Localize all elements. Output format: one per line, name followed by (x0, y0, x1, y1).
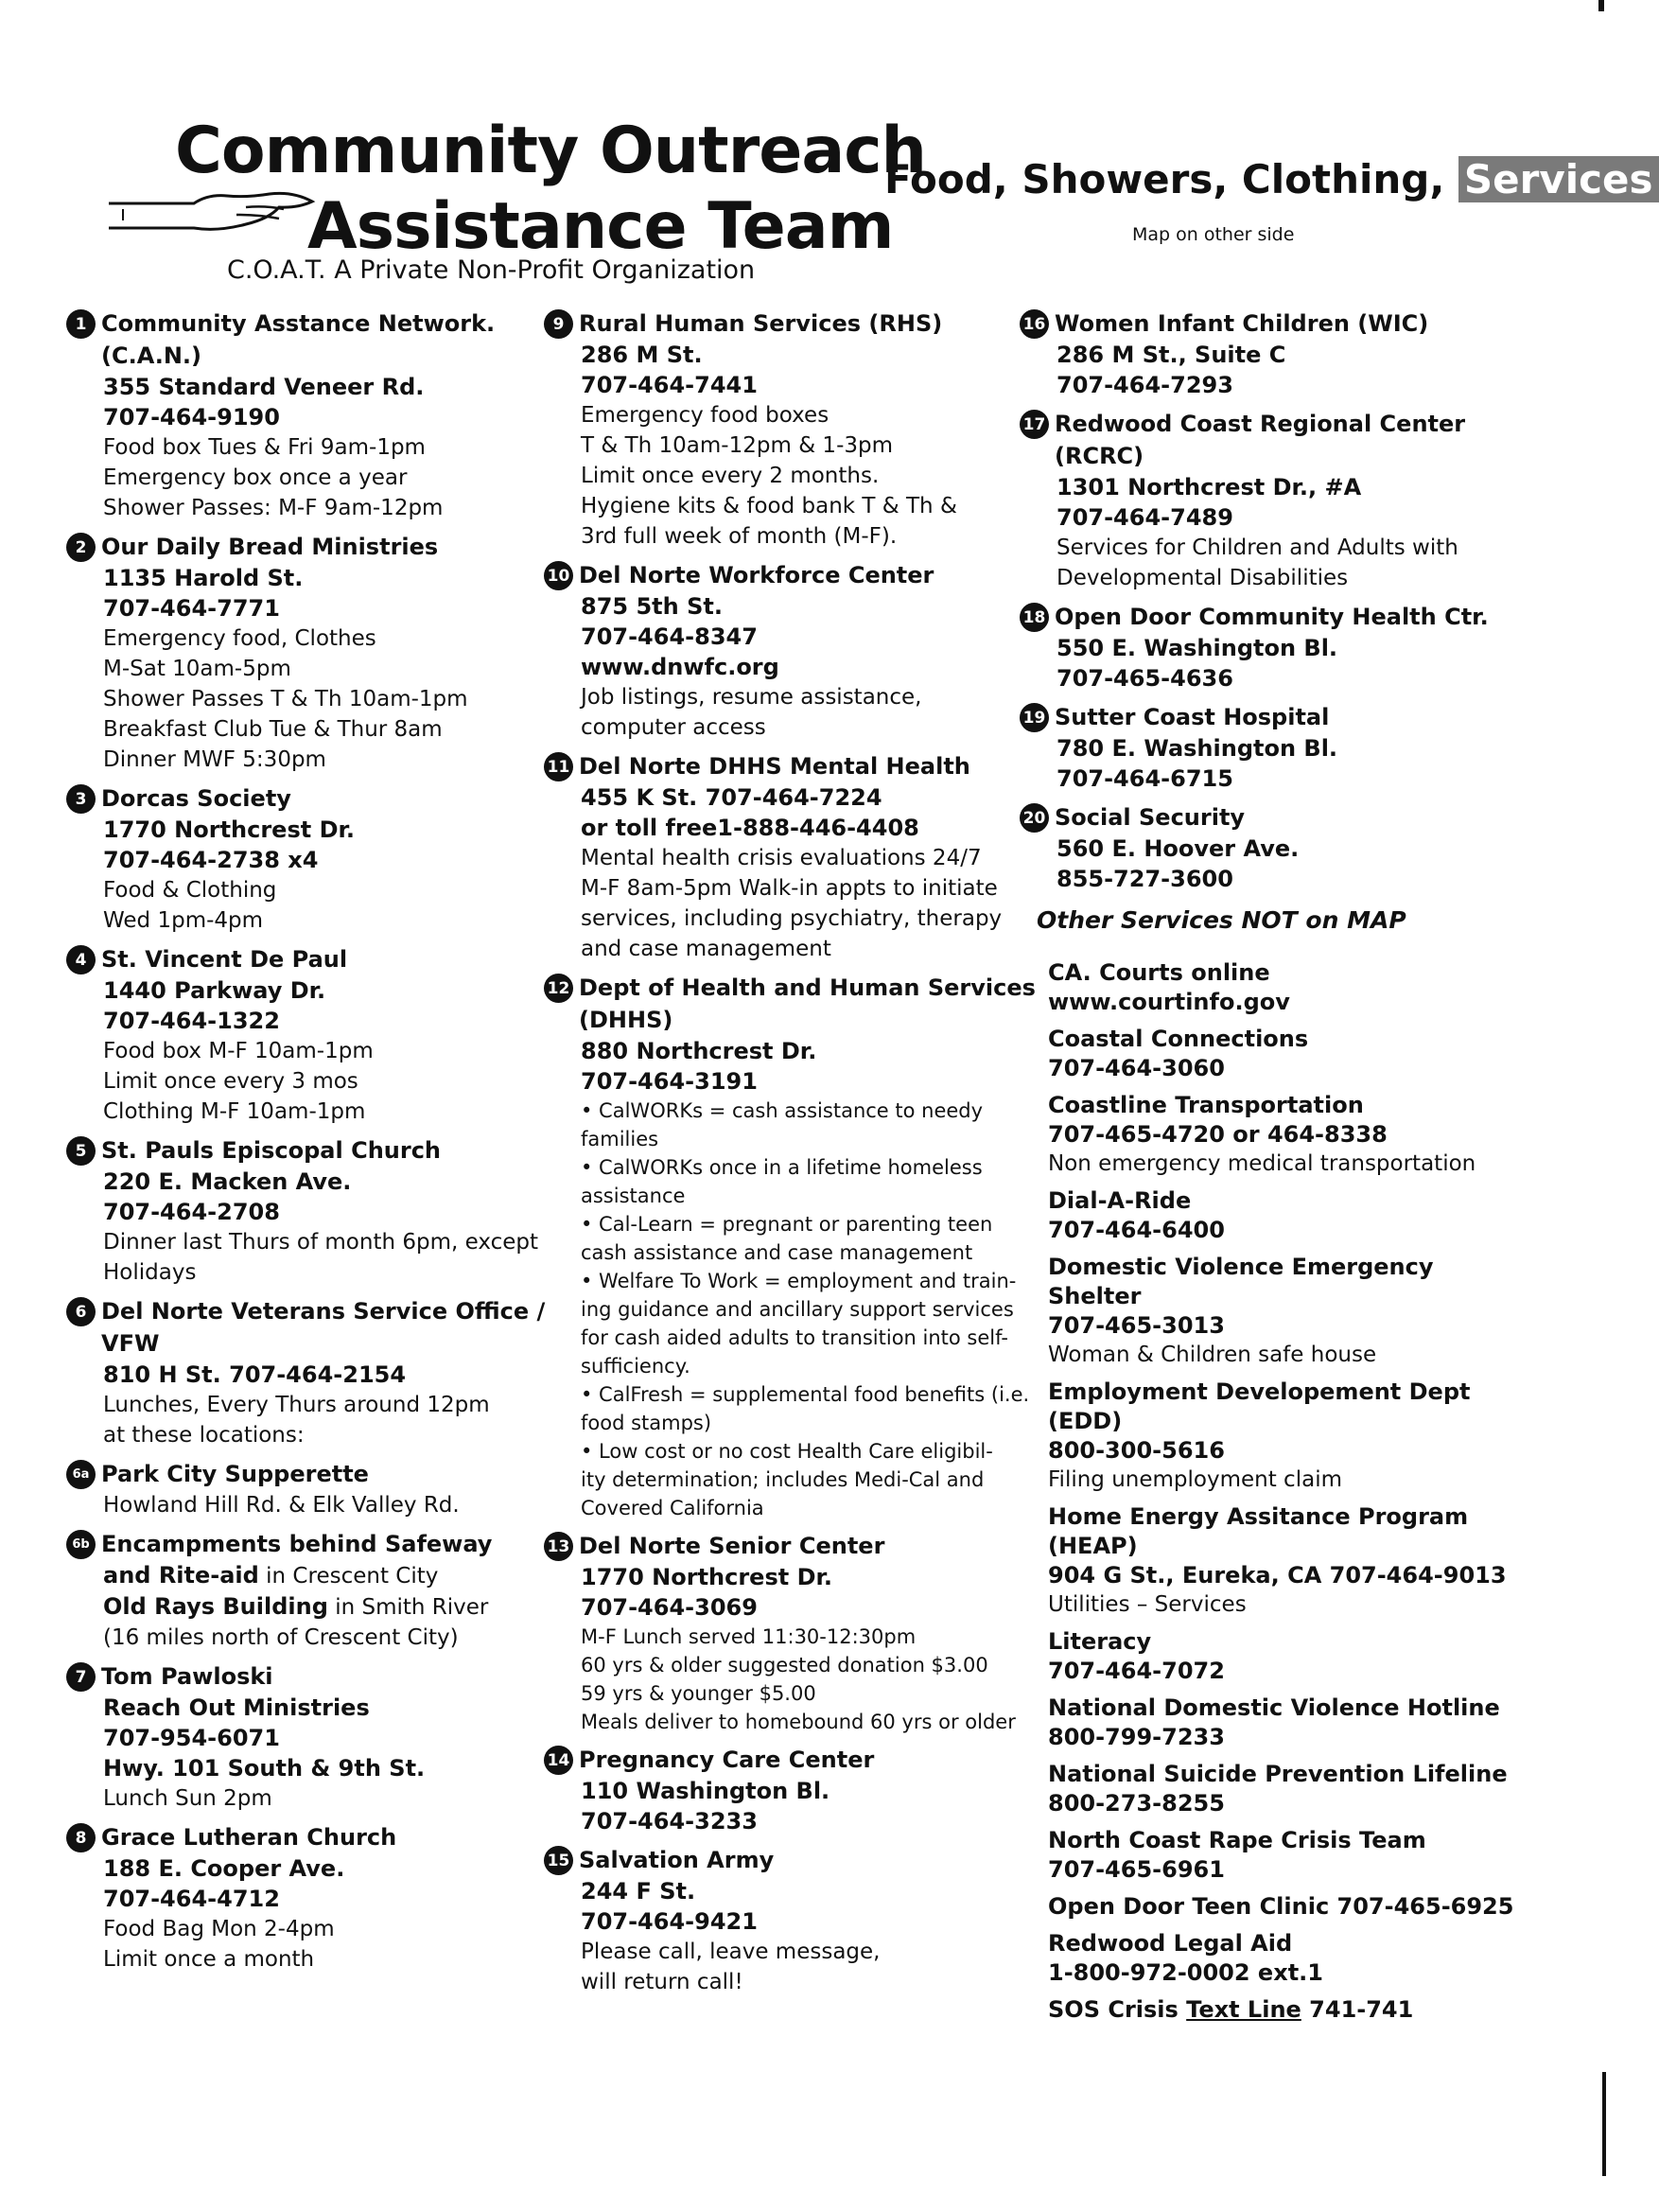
other-service-item (1020, 1186, 1530, 1245)
service-name: Community Asstance Network. (C.A.N.) (101, 310, 496, 369)
other-service-contact: 707-465-4720 or 464-8338 (1048, 1121, 1388, 1148)
service-entry (66, 1295, 558, 1450)
number-badge-icon: 12 (544, 974, 573, 1003)
location-town: in Smith River (327, 1595, 489, 1620)
sos-text-line: Text Line (1186, 1996, 1301, 2023)
service-details (66, 372, 558, 523)
number-badge-icon: 14 (544, 1746, 573, 1775)
other-service-item (1020, 1025, 1530, 1083)
other-service-item (1020, 1892, 1530, 1922)
service-address-phone: 1770 Northcrest Dr. (581, 1564, 833, 1590)
sos-suffix: 741-741 (1301, 1996, 1414, 2023)
number-badge-icon: 9 (544, 309, 573, 339)
service-name: Women Infant Children (WIC) (1055, 310, 1429, 337)
service-address-phone: 1135 Harold St. (103, 565, 304, 591)
service-details (66, 1693, 558, 1814)
service-address-phone: 707-464-3191 (581, 1068, 758, 1095)
service-header (66, 531, 558, 563)
service-address-phone: 707-464-7441 (581, 372, 758, 398)
map-note: Map on other side (1132, 224, 1295, 245)
number-badge-icon: 5 (66, 1136, 96, 1166)
service-header (1020, 408, 1530, 472)
service-entry (544, 750, 1036, 964)
column-3-entries (1020, 307, 1530, 894)
service-header (544, 1744, 1036, 1776)
service-header (1020, 701, 1530, 733)
service-note: T & Th 10am-12pm & 1-3pm (581, 433, 894, 458)
service-address-phone: 707-464-2738 x4 (103, 847, 319, 873)
service-note: Hygiene kits & food bank T & Th & (581, 494, 957, 518)
other-service-note: Utilities – Services (1048, 1592, 1247, 1617)
service-note: • Cal-Learn = pregnant or parenting teen (581, 1213, 993, 1236)
service-name: Grace Lutheran Church (101, 1824, 397, 1851)
service-address-phone: or toll free1-888-446-4408 (581, 815, 919, 841)
service-header (544, 559, 1036, 591)
service-note: Limit once every 3 mos (103, 1069, 358, 1094)
service-address-phone: 188 E. Cooper Ave. (103, 1855, 345, 1882)
service-name: Park City Supperette (101, 1461, 369, 1487)
service-address-phone: 707-464-3069 (581, 1594, 758, 1621)
service-address-phone: 707-954-6071 (103, 1725, 280, 1751)
service-name: Del Norte DHHS Mental Health (579, 753, 970, 780)
other-service-name: Literacy (1048, 1628, 1152, 1655)
service-address-phone: 880 Northcrest Dr. (581, 1038, 817, 1064)
service-entry (544, 1530, 1036, 1736)
service-details (544, 591, 1036, 743)
service-name: St. Vincent De Paul (101, 946, 348, 973)
service-note: M-Sat 10am-5pm (103, 657, 291, 681)
other-service-item (1020, 1627, 1530, 1686)
other-service-contact: 800-273-8255 (1048, 1790, 1225, 1817)
service-note: Services for Children and Adults with (1057, 535, 1458, 560)
other-service-name: Employment Developement Dept (EDD) (1048, 1378, 1471, 1434)
service-note: Dinner MWF 5:30pm (103, 747, 326, 772)
service-note: Meals deliver to homebound 60 yrs or older (581, 1711, 1016, 1733)
other-service-note: Non emergency medical transportation (1048, 1151, 1476, 1176)
other-service-contact: 800-799-7233 (1048, 1724, 1225, 1750)
service-header (544, 972, 1036, 1036)
other-service-item (1020, 1760, 1530, 1818)
column-3 (1020, 307, 1530, 2032)
service-header (66, 1458, 558, 1490)
service-location (103, 1591, 558, 1623)
other-service-name: Redwood Legal Aid (1048, 1930, 1293, 1957)
service-entry (1020, 601, 1530, 693)
other-service-name: Domestic Violence Emergency Shelter (1048, 1254, 1434, 1309)
service-entry (66, 1458, 558, 1520)
service-details (66, 815, 558, 936)
service-note: Breakfast Club Tue & Thur 8am (103, 717, 443, 742)
service-address-phone: 1301 Northcrest Dr., #A (1057, 474, 1362, 500)
service-note: Limit once a month (103, 1947, 315, 1972)
other-service-item (1020, 1253, 1530, 1370)
service-header (1020, 801, 1530, 834)
service-name: Del Norte Workforce Center (579, 562, 934, 588)
service-address-phone: 707-464-1322 (103, 1008, 280, 1034)
service-details (1020, 340, 1530, 400)
service-note: Emergency box once a year (103, 465, 408, 490)
service-header (544, 1844, 1036, 1876)
tagline (884, 156, 1659, 202)
service-address-phone: 707-464-9190 (103, 404, 280, 430)
other-services-list (1020, 958, 1530, 1988)
org-subtitle: C.O.A.T. A Private Non-Profit Organization (227, 255, 756, 285)
other-service-contact: 800-300-5616 (1048, 1437, 1225, 1464)
service-note: Emergency food, Clothes (103, 626, 376, 651)
service-note: M-F Lunch served 11:30-12:30pm (581, 1625, 917, 1648)
service-address-phone: 550 E. Washington Bl. (1057, 635, 1338, 661)
service-address-phone: Hwy. 101 South & 9th St. (103, 1755, 426, 1782)
other-service-name: National Suicide Prevention Lifeline (1048, 1761, 1508, 1787)
other-service-name: CA. Courts online (1048, 959, 1270, 986)
other-service-contact: 904 G St., Eureka, CA 707-464-9013 (1048, 1562, 1507, 1589)
service-note: assistance (581, 1185, 686, 1207)
service-note: at these locations: (103, 1423, 305, 1448)
service-entry (1020, 408, 1530, 593)
service-address-phone: 780 E. Washington Bl. (1057, 735, 1338, 762)
service-name: Redwood Coast Regional Center (RCRC) (1055, 411, 1466, 469)
service-note: services, including psychiatry, therapy (581, 906, 1003, 931)
service-address-phone: 560 E. Hoover Ave. (1057, 835, 1300, 862)
other-service-name: Dial-A-Ride (1048, 1187, 1192, 1214)
number-badge-icon: 18 (1020, 603, 1049, 632)
service-note: Please call, leave message, (581, 1940, 881, 1964)
service-details (66, 1167, 558, 1288)
service-name: Del Norte Veterans Service Office / VFW (101, 1298, 546, 1357)
service-address-phone: 875 5th St. (581, 593, 723, 620)
service-details (544, 782, 1036, 964)
service-note: Food box Tues & Fri 9am-1pm (103, 435, 426, 460)
service-details (66, 563, 558, 775)
service-address-phone: 707-464-8347 (581, 623, 758, 650)
other-service-item (1020, 1091, 1530, 1179)
service-entry (66, 943, 558, 1127)
service-address-phone: 707-465-4636 (1057, 665, 1233, 692)
service-address-phone: 286 M St. (581, 342, 703, 368)
service-details (66, 1853, 558, 1975)
service-details (66, 1560, 558, 1653)
service-address-phone: 1770 Northcrest Dr. (103, 816, 356, 843)
service-header (66, 307, 558, 372)
service-details (1020, 633, 1530, 693)
number-badge-icon: 6b (66, 1530, 96, 1559)
service-address-phone: 355 Standard Veneer Rd. (103, 374, 425, 400)
service-entry (66, 782, 558, 936)
service-note: cash assistance and case management (581, 1241, 973, 1264)
service-note: for cash aided adults to transition into self- (581, 1326, 1008, 1349)
service-note: Food Bag Mon 2-4pm (103, 1917, 335, 1941)
other-service-item (1020, 1378, 1530, 1495)
service-details (544, 1562, 1036, 1736)
other-service-contact: 707-464-7072 (1048, 1658, 1225, 1684)
service-note: Lunches, Every Thurs around 12pm (103, 1393, 490, 1417)
edge-mark-top (1598, 0, 1604, 11)
service-note: (16 miles north of Crescent City) (103, 1625, 459, 1650)
service-note: Food box M-F 10am-1pm (103, 1039, 374, 1063)
service-address-phone: 220 E. Macken Ave. (103, 1168, 352, 1195)
service-note: Shower Passes T & Th 10am-1pm (103, 687, 468, 711)
service-entry (1020, 307, 1530, 400)
column-1 (66, 307, 558, 1982)
service-address-phone: 110 Washington Bl. (581, 1778, 830, 1804)
service-address-phone: 707-464-7771 (103, 595, 280, 622)
service-entry (66, 307, 558, 523)
service-note: Mental health crisis evaluations 24/7 (581, 846, 982, 870)
service-note: computer access (581, 715, 766, 740)
service-details (1020, 834, 1530, 894)
sos-prefix: SOS Crisis (1048, 1996, 1187, 2023)
location-town: in Crescent City (258, 1564, 439, 1589)
service-header (66, 782, 558, 815)
service-details (1020, 733, 1530, 794)
service-note: Lunch Sun 2pm (103, 1786, 272, 1811)
service-note: Developmental Disabilities (1057, 566, 1349, 590)
other-service-contact: www.courtinfo.gov (1048, 989, 1290, 1015)
number-badge-icon: 4 (66, 945, 96, 974)
org-title-line1: Community Outreach (175, 114, 926, 188)
service-name: Rural Human Services (RHS) (579, 310, 943, 337)
number-badge-icon: 13 (544, 1532, 573, 1561)
other-service-item (1020, 1694, 1530, 1752)
service-note: 60 yrs & older suggested donation $3.00 (581, 1654, 988, 1677)
service-details (66, 1490, 558, 1520)
page-header (0, 0, 1653, 312)
other-service-item (1020, 1502, 1530, 1620)
service-note: sufficiency. (581, 1355, 690, 1378)
service-name: Social Security (1055, 804, 1246, 831)
service-header (66, 943, 558, 975)
other-service-name: Home Energy Assitance Program (HEAP) (1048, 1503, 1469, 1559)
service-address-phone: 286 M St., Suite C (1057, 342, 1286, 368)
service-entry (66, 531, 558, 775)
service-details (544, 1776, 1036, 1836)
service-header (66, 1134, 558, 1167)
sos-crisis-line (1020, 1995, 1530, 2025)
service-details (544, 1036, 1036, 1522)
service-name: Tom Pawloski (101, 1663, 273, 1690)
service-note: and case management (581, 937, 831, 961)
service-address-phone: 810 H St. 707-464-2154 (103, 1361, 407, 1388)
service-address-phone: 707-464-7293 (1057, 372, 1233, 398)
service-note: • CalWORKs = cash assistance to needy (581, 1099, 984, 1122)
service-note: 3rd full week of month (M-F). (581, 524, 898, 549)
service-note: Dinner last Thurs of month 6pm, except Holidays (103, 1230, 538, 1285)
other-service-contact: 707-465-3013 (1048, 1312, 1225, 1339)
service-note: Limit once every 2 months. (581, 464, 880, 488)
other-service-name: Coastal Connections (1048, 1026, 1309, 1052)
edge-mark-right (1602, 2072, 1606, 2176)
service-header (66, 1821, 558, 1853)
service-name: Sutter Coast Hospital (1055, 704, 1330, 730)
service-header (66, 1295, 558, 1360)
service-address-phone: Reach Out Ministries (103, 1694, 370, 1721)
service-note: Job listings, resume assistance, (581, 685, 922, 710)
service-note: families (581, 1128, 659, 1150)
service-note: will return call! (581, 1970, 743, 1994)
service-details (1020, 472, 1530, 593)
service-details (544, 1876, 1036, 1997)
column-2 (544, 307, 1036, 2005)
service-entry (66, 1528, 558, 1653)
service-address-phone: 244 F St. (581, 1878, 696, 1905)
service-note: Food & Clothing (103, 878, 277, 903)
service-entry (544, 559, 1036, 743)
number-badge-icon: 6a (66, 1460, 96, 1489)
service-address-phone: 707-464-7489 (1057, 504, 1233, 531)
service-note: • CalWORKs once in a lifetime homeless (581, 1156, 983, 1179)
service-note: 59 yrs & younger $5.00 (581, 1682, 816, 1705)
service-note: • CalFresh = supplemental food benefits (i.e. (581, 1383, 1030, 1406)
location-name: and Rite-aid (103, 1562, 259, 1589)
service-entry (544, 307, 1036, 552)
service-details (66, 975, 558, 1127)
other-service-contact: 1-800-972-0002 ext.1 (1048, 1959, 1323, 1986)
service-note: Howland Hill Rd. & Elk Valley Rd. (103, 1493, 460, 1518)
location-name: Old Rays Building (103, 1593, 328, 1620)
service-address-phone: 707-464-2708 (103, 1199, 280, 1225)
service-address-phone: 707-464-4712 (103, 1886, 280, 1912)
service-location (103, 1560, 558, 1591)
other-service-name: National Domestic Violence Hotline (1048, 1694, 1500, 1721)
number-badge-icon: 1 (66, 309, 96, 339)
number-badge-icon: 8 (66, 1823, 96, 1852)
other-service-contact: 707-465-6961 (1048, 1856, 1225, 1883)
number-badge-icon: 10 (544, 561, 573, 590)
service-entry (1020, 701, 1530, 794)
service-entry (66, 1134, 558, 1288)
service-name: St. Pauls Episcopal Church (101, 1137, 442, 1164)
service-header (1020, 601, 1530, 633)
service-address-phone: 707-464-3233 (581, 1808, 758, 1835)
service-address-phone: 707-464-6715 (1057, 765, 1233, 792)
other-service-item (1020, 1826, 1530, 1885)
number-badge-icon: 20 (1020, 803, 1049, 833)
service-note: • Low cost or no cost Health Care eligibil- (581, 1440, 993, 1463)
service-note: Clothing M-F 10am-1pm (103, 1099, 366, 1124)
service-name: Pregnancy Care Center (579, 1747, 875, 1773)
service-note: Wed 1pm-4pm (103, 908, 264, 933)
other-service-name: North Coast Rape Crisis Team (1048, 1827, 1426, 1853)
service-note: Emergency food boxes (581, 403, 830, 428)
number-badge-icon: 15 (544, 1846, 573, 1875)
service-entry (544, 972, 1036, 1522)
service-header (544, 307, 1036, 340)
other-service-contact: 707-464-3060 (1048, 1055, 1225, 1081)
number-badge-icon: 7 (66, 1662, 96, 1692)
service-header (544, 1530, 1036, 1562)
service-note: • Welfare To Work = employment and train- (581, 1270, 1017, 1292)
tagline-highlight: Services (1458, 156, 1659, 202)
service-address-phone: www.dnwfc.org (581, 654, 779, 680)
service-details (544, 340, 1036, 552)
service-name: Dorcas Society (101, 785, 291, 812)
service-note: Shower Passes: M-F 9am-12pm (103, 496, 444, 520)
other-service-note: Filing unemployment claim (1048, 1467, 1342, 1492)
service-entry (1020, 801, 1530, 894)
number-badge-icon: 11 (544, 752, 573, 781)
service-note: Covered California (581, 1497, 764, 1519)
other-service-contact: 707-464-6400 (1048, 1217, 1225, 1243)
other-service-name: Open Door Teen Clinic 707-465-6925 (1048, 1893, 1514, 1920)
service-note: M-F 8am-5pm Walk-in appts to initiate (581, 876, 998, 901)
service-name: Dept of Health and Human Services (DHHS) (579, 974, 1036, 1033)
service-note: ing guidance and ancillary support services (581, 1298, 1014, 1321)
service-note: ity determination; includes Medi-Cal and (581, 1468, 985, 1491)
service-address-phone: 707-464-9421 (581, 1908, 758, 1935)
service-name: Encampments behind Safeway (101, 1531, 493, 1557)
other-service-name: Coastline Transportation (1048, 1092, 1364, 1118)
other-service-item (1020, 958, 1530, 1017)
service-details (66, 1360, 558, 1450)
service-note: food stamps) (581, 1412, 712, 1434)
service-entry (544, 1744, 1036, 1836)
tagline-text: Food, Showers, Clothing, (884, 156, 1445, 202)
service-entry (544, 1844, 1036, 1997)
service-name: Del Norte Senior Center (579, 1533, 885, 1559)
org-title-line2: Assistance Team (307, 189, 894, 264)
number-badge-icon: 17 (1020, 410, 1049, 439)
other-service-item (1020, 1929, 1530, 1988)
service-header (1020, 307, 1530, 340)
service-entry (66, 1660, 558, 1814)
service-address-phone: 855-727-3600 (1057, 866, 1233, 892)
service-header (66, 1528, 558, 1560)
service-name: Open Door Community Health Ctr. (1055, 604, 1489, 630)
service-address-phone: 455 K St. 707-464-7224 (581, 784, 882, 811)
service-header (544, 750, 1036, 782)
number-badge-icon: 2 (66, 533, 96, 562)
service-name: Salvation Army (579, 1847, 775, 1873)
service-header (66, 1660, 558, 1693)
other-services-title: Other Services NOT on MAP (1037, 906, 1406, 934)
service-entry (66, 1821, 558, 1975)
number-badge-icon: 3 (66, 784, 96, 814)
number-badge-icon: 6 (66, 1297, 96, 1326)
service-name: Our Daily Bread Ministries (101, 534, 439, 560)
number-badge-icon: 16 (1020, 309, 1049, 339)
service-address-phone: 1440 Parkway Dr. (103, 977, 326, 1004)
other-service-note: Woman & Children safe house (1048, 1343, 1377, 1367)
number-badge-icon: 19 (1020, 703, 1049, 732)
